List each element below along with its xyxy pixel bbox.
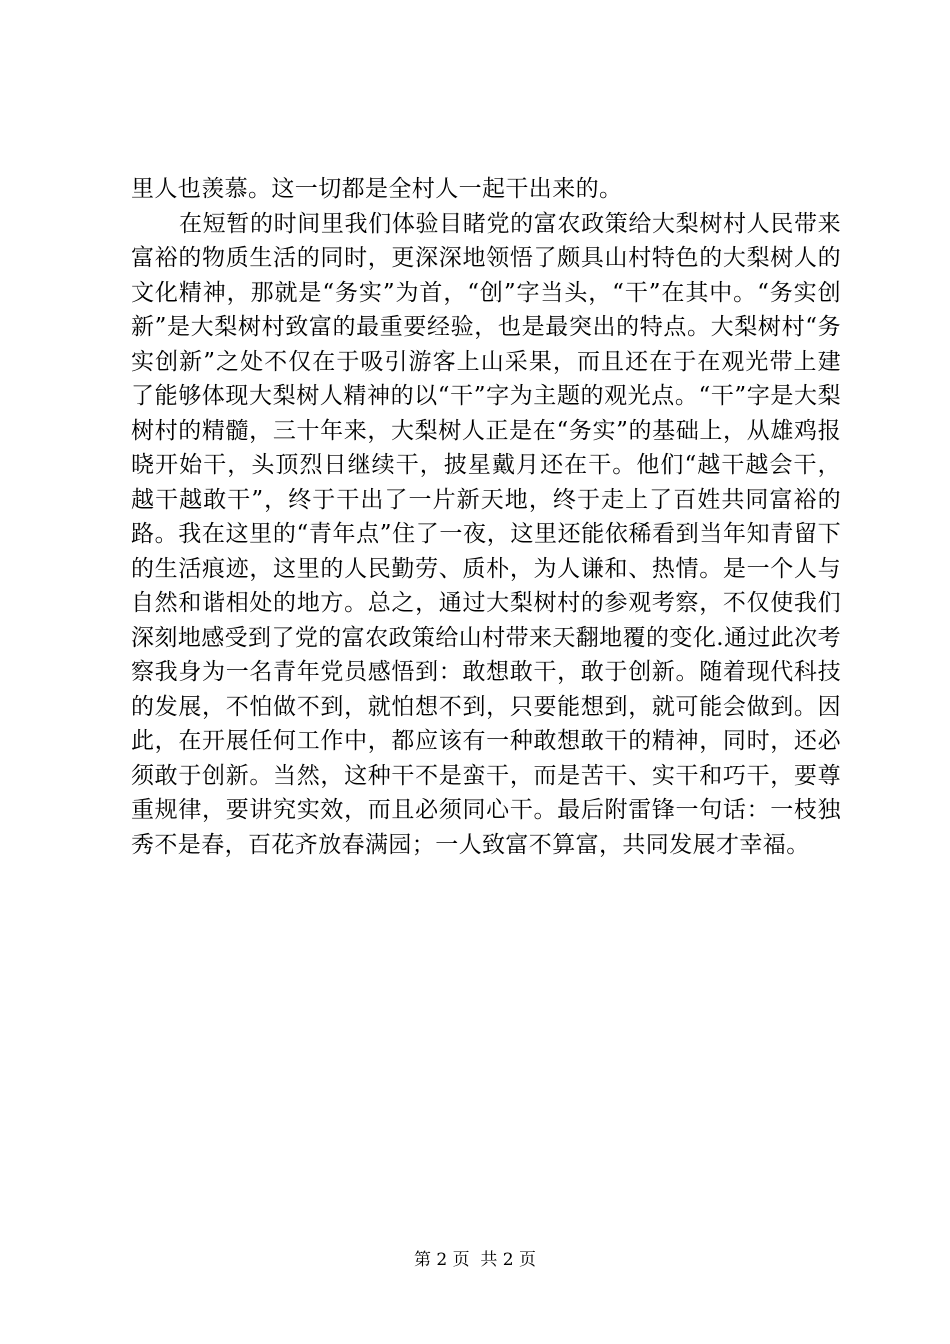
document-body: [131, 172, 841, 862]
page-footer: 第 2 页 共 2 页: [413, 1250, 537, 1270]
paragraph-main: 在短暂的时间里我们体验目睹党的富农政策给大梨树村人民带来富裕的物质生活的同时，更深深地领悟了颇具山村特色的大梨树人的文化精神，那就是“务实”为首，“创”字当头，“干”在其中。“务实创新”是大梨树村致富的最重要经验，也是最突出的特点。大梨树村“务实创新”之处不仅在于吸引游客上山采果，而且还在于在观光带上建了能够体现大梨树人精神的以“干”字为主题的观光点。“干”字是大梨树村的精髓，三十年来，大梨树人正是在“务实”的基础上，从雄鸡报晓开始干，头顶烈日继续干，披星戴月还在干。他们“越干越会干，越干越敢干”，终于干出了一片新天地，终于走上了百姓共同富裕的路。我在这里的“青年点”住了一夜，这里还能依稀看到当年知青留下的生活痕迹，这里的人民勤劳、质朴，为人谦和、热情。是一个人与自然和谐相处的地方。总之，通过大梨树村的参观考察，不仅使我们深刻地感受到了党的富农政策给山村带来天翻地覆的变化.通过此次考察我身为一名青年党员感悟到：敢想敢干，敢于创新。随着现代科技的发展，不怕做不到，就怕想不到，只要能想到，就可能会做到。因此，在开展任何工作中，都应该有一种敢想敢干的精神，同时，还必须敢于创新。当然，这种干不是蛮干，而是苦干、实干和巧干，要尊重规律，要讲究实效，而且必须同心干。最后附雷锋一句话：一枝独秀不是春，百花齐放春满园；一人致富不算富，共同发展才幸福。: [131, 210, 841, 858]
paragraph-continuation: 里人也羡慕。这一切都是全村人一起干出来的。: [131, 176, 623, 202]
